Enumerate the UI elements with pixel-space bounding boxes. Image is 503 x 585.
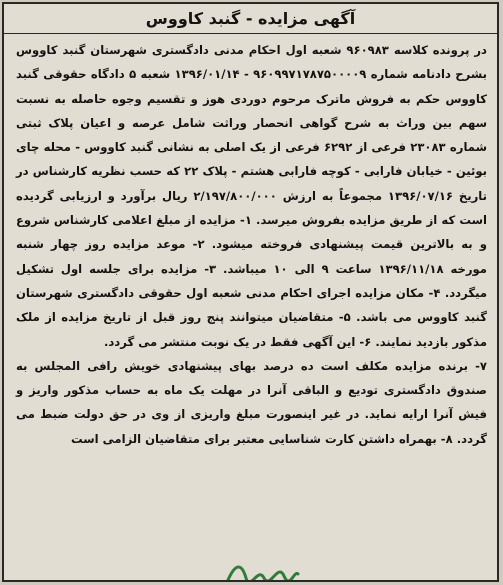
notice-paragraph-2: ۷- برنده مزایده مکلف است ده درصد بهای پیشنهادی خویش رافی المجلس به صندوق دادگستری تودیع و الباقی آنرا در مهلت یک ماه به حساب مذکور واریز و فیش آنرا ارایه نماید. در غیر اینصورت مبلغ واریزی از وی در حق دولت ضبط می گردد. ۸- بهمراه داشتن کارت شناسایی معتبر برای متقاضیان الزامی است	[16, 358, 487, 446]
notice-title: آگهی مزایده - گنبد کاووس	[145, 9, 356, 28]
notice-body	[16, 38, 487, 451]
notice-paragraph-1: در پرونده کلاسه ۹۶۰۹۸۳ شعبه اول احکام مدنی دادگستری شهرستان گنبد کاووس بشرح دادنامه شماره ۹۶۰۹۹۷۱۷۸۷۵۰۰۰۰۹ - ۱۳۹۶/۰۱/۱۴ شعبه ۵ دادگاه حقوقی گنبد کاووس حکم به فروش ماترک مرحوم دوردی هوز و تقسیم وجوه حاصله به نسبت سهم بین وراث به شرح گواهی انحصار وراثت شامل عرصه و اعیان پلاک ثبتی شماره ۲۳۰۸۳ فرعی از ۶۲۹۲ فرعی از یک اصلی به نشانی گنبد کاووس - محله چای بوئین - خیابان فارابی - کوچه فارابی هشتم - پلاک ۲۲ که حسب نظریه کارشناس در تاریخ ۱۳۹۶/۰۷/۱۶ مجموعاً به ارزش ۲/۱۹۷/۸۰۰/۰۰۰ ریال برآورد و ارزیابی گردیده است که از طریق مزایده بفروش میرسد. ۱- مزایده از مبلغ اعلامی کارشناس شروع و به بالاترین قیمت پیشنهادی فروخته میشود. ۲- موعد مزایده روز چهار شنبه مورخه ۱۳۹۶/۱۱/۱۸ ساعت ۹ الی ۱۰ میباشد. ۳- مزایده برای جلسه اول تشکیل میگردد. ۴- مکان مزایده اجرای احکام مدنی شعبه اول حقوقی دادگستری شهرستان گنبد کاووس می باشد. ۵- متقاضیان میتوانند پنج روز قبل از تاریخ مزایده از ملک مذکور بازدید نمایند. ۶- این آگهی فقط در یک نوبت منتشر می گردد.	[16, 43, 487, 349]
handwritten-green-mark-icon	[222, 556, 302, 582]
notice-title-bar	[4, 4, 497, 34]
notice-clipping	[2, 2, 499, 582]
